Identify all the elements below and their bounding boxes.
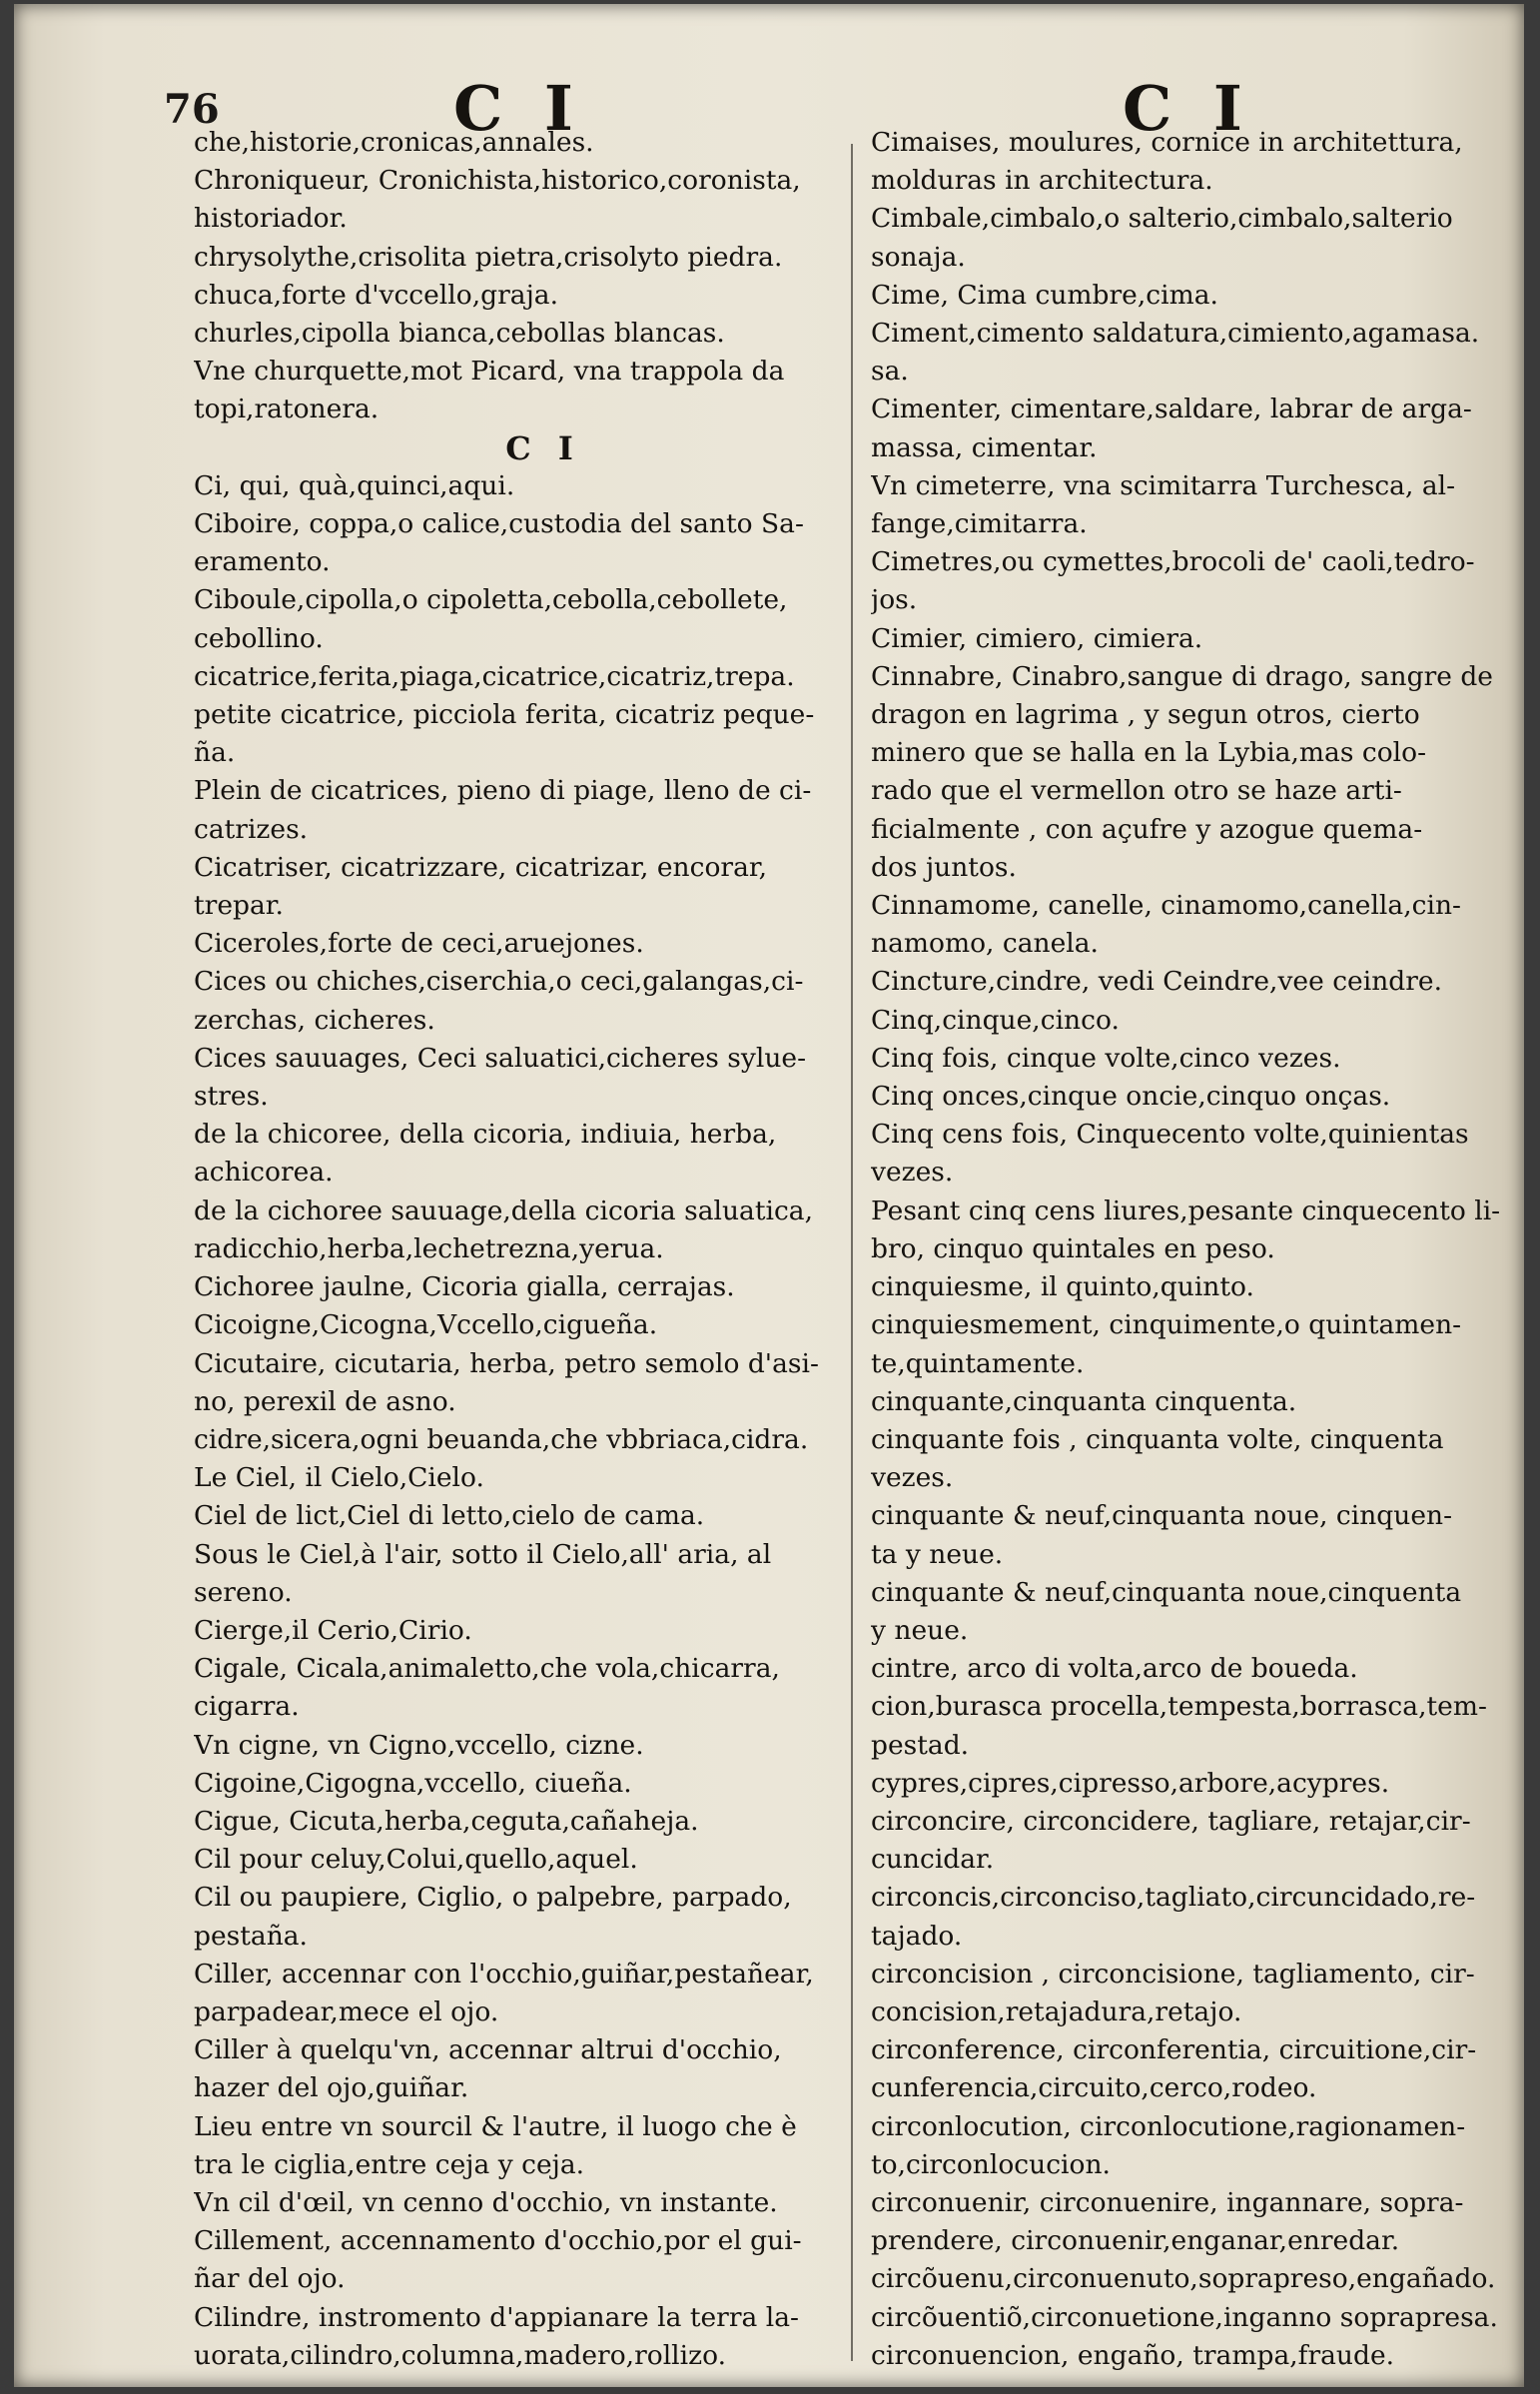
dictionary-line: Vne churquette,mot Picard, vna trappola da — [194, 356, 785, 388]
dictionary-line: vezes. — [871, 1157, 954, 1189]
dictionary-line: Cierge,il Cerio,Cirio. — [194, 1614, 472, 1646]
dictionary-line: Cicatriser, cicatrizzare, cicatrizar, encorar, — [194, 851, 768, 883]
dictionary-line: circonlocution, circonlocutione,ragionamen- — [871, 2110, 1466, 2142]
dictionary-line: fange,cimitarra. — [871, 508, 1088, 540]
dictionary-line: radicchio,herba,lechetrezna,yerua. — [194, 1232, 664, 1264]
dictionary-line: Ciel de lict,Ciel di letto,cielo de cama. — [194, 1500, 705, 1532]
dictionary-line: prendere, circonuenir,enganar,enredar. — [871, 2225, 1400, 2257]
dictionary-line: cinquiesme, il quinto,quinto. — [871, 1271, 1254, 1303]
dictionary-line: concision,retajadura,retajo. — [871, 1995, 1242, 2027]
dictionary-line: Cil ou paupiere, Ciglio, o palpebre, parpado, — [194, 1882, 792, 1914]
dictionary-line: Cimier, cimiero, cimiera. — [871, 622, 1203, 654]
dictionary-line: circoncire, circoncidere, tagliare, retajar,cir- — [871, 1805, 1471, 1837]
dictionary-line: massa, cimentar. — [871, 431, 1098, 463]
column-divider — [851, 144, 853, 2361]
dictionary-line: Sous le Ciel,à l'air, sotto il Cielo,all' aria, al — [194, 1538, 772, 1570]
dictionary-line: Cinnabre, Cinabro,sangue di drago, sangre de — [871, 660, 1493, 692]
dictionary-line: Plein de cicatrices, pieno di piage, lleno de ci- — [194, 775, 812, 807]
dictionary-line: cinquante,cinquanta cinquenta. — [871, 1385, 1297, 1417]
dictionary-line: Cices ou chiches,ciserchia,o ceci,galangas,ci- — [194, 966, 804, 998]
dictionary-line: cintre, arco di volta,arco de boueda. — [871, 1653, 1358, 1685]
right-column — [871, 124, 1510, 2375]
dictionary-line: vezes. — [871, 1462, 954, 1494]
dictionary-line: to,circonlocucion. — [871, 2148, 1111, 2180]
dictionary-line: circonuencion, engaño, trampa,fraude. — [871, 2339, 1395, 2371]
dictionary-line: Cinq,cinque,cinco. — [871, 1004, 1120, 1036]
running-head-left: C I — [453, 72, 583, 145]
dictionary-line: te,quintamente. — [871, 1347, 1085, 1379]
dictionary-line: Cigue, Cicuta,herba,ceguta,cañaheja. — [194, 1805, 699, 1837]
dictionary-line: zerchas, cicheres. — [194, 1004, 435, 1036]
dictionary-line: Ciller à quelqu'vn, accennar altrui d'occhio, — [194, 2034, 782, 2066]
page-number: 76 — [164, 86, 220, 133]
dictionary-line: jos. — [871, 584, 918, 616]
dictionary-line: circoncis,circonciso,tagliato,circuncidado,re- — [871, 1882, 1476, 1914]
dictionary-line: Ciboire, coppa,o calice,custodia del santo Sa- — [194, 508, 804, 540]
dictionary-line: cinquante & neuf,cinquanta noue,cinquenta — [871, 1576, 1462, 1608]
left-column — [194, 124, 833, 2375]
dictionary-line: Cimetres,ou cymettes,brocoli de' caoli,tedro- — [871, 546, 1475, 578]
dictionary-line: Cinq onces,cinque oncie,cinquo onças. — [871, 1081, 1391, 1113]
dictionary-line: cuncidar. — [871, 1844, 995, 1876]
dictionary-line: parpadear,mece el ojo. — [194, 1995, 499, 2027]
dictionary-line: Cigoine,Cigogna,vccello, ciueña. — [194, 1767, 632, 1799]
dictionary-line: uorata,cilindro,columna,madero,rollizo. — [194, 2339, 727, 2371]
dictionary-line: cidre,sicera,ogni beuanda,che vbbriaca,cidra. — [194, 1423, 809, 1455]
dictionary-line: Cilindre, instromento d'appianare la terra la- — [194, 2301, 799, 2333]
dictionary-line: circõuentiõ,circonuetione,inganno soprapresa. — [871, 2301, 1498, 2333]
dictionary-line: ta y neue. — [871, 1538, 1004, 1570]
dictionary-line: Cicutaire, cicutaria, herba, petro semolo d'asi- — [194, 1347, 819, 1379]
dictionary-line: ficialmente , con açufre y azogue quema- — [871, 813, 1423, 845]
dictionary-line: chrysolythe,crisolita pietra,crisolyto piedra. — [194, 241, 783, 273]
dictionary-line: trepar. — [194, 890, 284, 922]
dictionary-line: hazer del ojo,guiñar. — [194, 2072, 469, 2104]
dictionary-line: circõuenu,circonuenuto,soprapreso,engañado. — [871, 2263, 1496, 2295]
dictionary-line: Cichoree jaulne, Cicoria gialla, cerrajas. — [194, 1271, 735, 1303]
dictionary-line: Cinq fois, cinque volte,cinco vezes. — [871, 1042, 1341, 1074]
dictionary-line: sa. — [871, 356, 909, 388]
dictionary-line: sonaja. — [871, 241, 966, 273]
dictionary-line: tra le ciglia,entre ceja y ceja. — [194, 2148, 585, 2180]
dictionary-line: Cigale, Cicala,animaletto,che vola,chicarra, — [194, 1653, 780, 1685]
dictionary-line: sereno. — [194, 1576, 293, 1608]
dictionary-page — [14, 4, 1524, 2387]
dictionary-line: cypres,cipres,cipresso,arbore,acypres. — [871, 1767, 1390, 1799]
dictionary-line: cinquante & neuf,cinquanta noue, cinquen- — [871, 1500, 1453, 1532]
dictionary-line: cion,burasca procella,tempesta,borrasca,tem- — [871, 1691, 1487, 1723]
dictionary-line: stres. — [194, 1081, 269, 1113]
dictionary-line: bro, cinquo quintales en peso. — [871, 1232, 1275, 1264]
dictionary-line: minero que se halla en la Lybia,mas colo- — [871, 737, 1427, 769]
dictionary-line: Ciment,cimento saldatura,cimiento,agamasa. — [871, 318, 1480, 350]
dictionary-line: topi,ratonera. — [194, 394, 380, 425]
dictionary-line: Lieu entre vn sourcil & l'autre, il luogo che è — [194, 2110, 797, 2142]
section-heading: C I — [505, 428, 581, 467]
dictionary-line: cebollino. — [194, 622, 324, 654]
dictionary-line: chuca,forte d'vccello,graja. — [194, 279, 559, 311]
dictionary-line: pestaña. — [194, 1920, 308, 1952]
dictionary-line: Pesant cinq cens liures,pesante cinquecento li- — [871, 1195, 1501, 1226]
dictionary-line: dragon en lagrima , y segun otros, cierto — [871, 699, 1420, 731]
dictionary-line: petite cicatrice, picciola ferita, cicatriz peque- — [194, 699, 815, 731]
dictionary-line: rado que el vermellon otro se haze arti- — [871, 775, 1402, 807]
dictionary-line: pestad. — [871, 1729, 970, 1761]
dictionary-line: Cinnamome, canelle, cinamomo,canella,cin- — [871, 890, 1461, 922]
dictionary-line: ña. — [194, 737, 236, 769]
running-head-right: C I — [1123, 72, 1252, 145]
dictionary-line: cicatrice,ferita,piaga,cicatrice,cicatriz,trepa. — [194, 660, 795, 692]
dictionary-line: Ciboule,cipolla,o cipoletta,cebolla,cebollete, — [194, 584, 788, 616]
dictionary-line: Cil pour celuy,Colui,quello,aquel. — [194, 1844, 638, 1876]
dictionary-line: Cinq cens fois, Cinquecento volte,quinientas — [871, 1119, 1469, 1151]
dictionary-line: Vn cigne, vn Cigno,vccello, cizne. — [194, 1729, 644, 1761]
dictionary-line: namomo, canela. — [871, 928, 1099, 960]
dictionary-line: Vn cimeterre, vna scimitarra Turchesca, al- — [871, 469, 1456, 501]
dictionary-line: eramento. — [194, 546, 331, 578]
dictionary-line: Cillement, accennamento d'occhio,por el gui- — [194, 2225, 802, 2257]
dictionary-line: Ciller, accennar con l'occhio,guiñar,pestañear, — [194, 1958, 814, 1990]
dictionary-line: Cices sauuages, Ceci saluatici,cicheres sylue- — [194, 1042, 807, 1074]
dictionary-line: catrizes. — [194, 813, 309, 845]
dictionary-line: churles,cipolla bianca,cebollas blancas. — [194, 318, 725, 350]
dictionary-line: Cimbale,cimbalo,o salterio,cimbalo,salterio — [871, 203, 1453, 235]
dictionary-line: circoncision , circoncisione, tagliamento, cir- — [871, 1958, 1475, 1990]
dictionary-line: Chroniqueur, Cronichista,historico,coronista, — [194, 165, 801, 197]
dictionary-line: circonuenir, circonuenire, ingannare, sopra- — [871, 2186, 1464, 2218]
dictionary-line: ñar del ojo. — [194, 2263, 346, 2295]
dictionary-line: tajado. — [871, 1920, 963, 1952]
dictionary-line: cigarra. — [194, 1691, 300, 1723]
dictionary-line: molduras in architectura. — [871, 165, 1213, 197]
dictionary-line: Vn cil d'œil, vn cenno d'occhio, vn instante. — [194, 2186, 778, 2218]
dictionary-line: Cimenter, cimentare,saldare, labrar de arga- — [871, 394, 1472, 425]
dictionary-line: cinquante fois , cinquanta volte, cinquenta — [871, 1423, 1444, 1455]
dictionary-line: Cincture,cindre, vedi Ceindre,vee ceindre. — [871, 966, 1443, 998]
dictionary-line: Cimaises, moulures, cornice in architettura, — [871, 127, 1463, 158]
dictionary-line: historiador. — [194, 203, 348, 235]
dictionary-line: circonference, circonferentia, circuitione,cir- — [871, 2034, 1477, 2066]
dictionary-line: cinquiesmement, cinquimente,o quintamen- — [871, 1309, 1462, 1341]
dictionary-line: cunferencia,circuito,cerco,rodeo. — [871, 2072, 1317, 2104]
dictionary-line: dos juntos. — [871, 851, 1017, 883]
dictionary-line: Ciceroles,forte de ceci,aruejones. — [194, 928, 644, 960]
dictionary-line: de la cichoree sauuage,della cicoria saluatica, — [194, 1195, 814, 1226]
dictionary-line: Ci, qui, quà,quinci,aqui. — [194, 469, 515, 501]
dictionary-line: Le Ciel, il Cielo,Cielo. — [194, 1462, 484, 1494]
dictionary-line: achicorea. — [194, 1157, 334, 1189]
dictionary-line: Cicoigne,Cicogna,Vccello,cigueña. — [194, 1309, 658, 1341]
dictionary-line: de la chicoree, della cicoria, indiuia, herba, — [194, 1119, 777, 1151]
dictionary-line: no, perexil de asno. — [194, 1385, 456, 1417]
dictionary-line: y neue. — [871, 1614, 969, 1646]
dictionary-line: Cime, Cima cumbre,cima. — [871, 279, 1218, 311]
dictionary-line: che,historie,cronicas,annales. — [194, 127, 594, 158]
